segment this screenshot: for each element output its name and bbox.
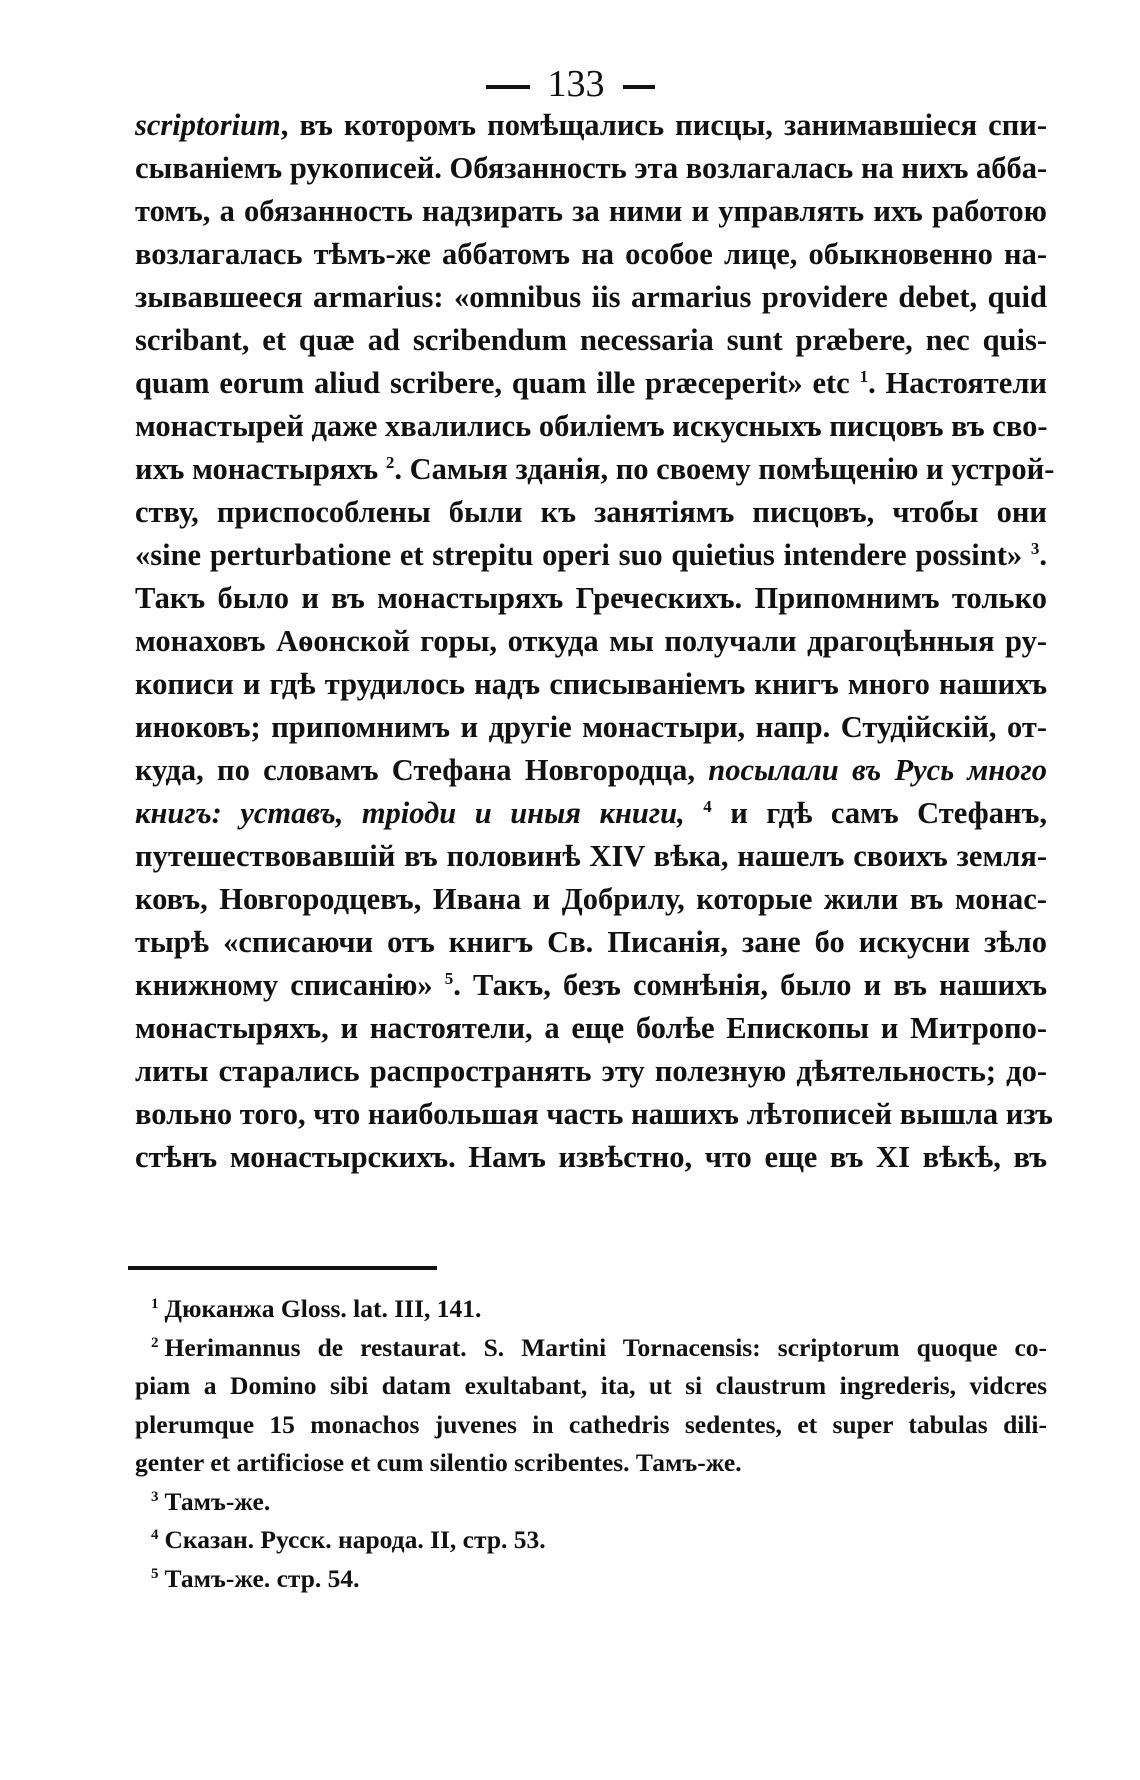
text-run: . Такъ, безъ сомнѣнія, было и въ нашихъ bbox=[453, 968, 1047, 1002]
main-text-block bbox=[135, 104, 1055, 1179]
text-run: иноковъ; припомнимъ и другіе монастыри, напр. Студійскій, от- bbox=[135, 710, 1047, 744]
footnote-separator-rule bbox=[128, 1266, 437, 1270]
text-run: путешествовавшій въ половинѣ XIV вѣка, нашелъ своихъ земля- bbox=[135, 839, 1047, 873]
footnote-text: Herimannus de restaurat. S. Martini Tornacensis: scriptorum quoque co- bbox=[164, 1332, 1047, 1362]
footnote-number: 1 bbox=[151, 1296, 159, 1312]
text-run: зывавшееся armarius: «omnibus iis armarius providere debet, quid bbox=[135, 280, 1047, 314]
text-run: кописи и гдѣ трудилось надъ списываніемъ книгъ много нашихъ bbox=[135, 667, 1047, 701]
text-run: тырѣ «списаючи отъ книгъ Св. Писанія, зане бо искусни зѣло bbox=[135, 925, 1047, 959]
footnote-line bbox=[135, 1560, 1047, 1599]
text-line bbox=[135, 964, 1047, 1007]
text-run: монастырей даже хвалились обиліемъ искусныхъ писцовъ въ сво- bbox=[135, 409, 1048, 443]
text-line bbox=[135, 534, 1047, 577]
footnote-reference: 5 bbox=[444, 969, 454, 988]
text-run: литы старались распространять эту полезную дѣятельность; до- bbox=[135, 1054, 1047, 1088]
text-line bbox=[135, 1050, 1047, 1093]
text-run: . Настоятели bbox=[868, 366, 1048, 400]
footnote-text: Тамъ-же. стр. 54. bbox=[164, 1563, 360, 1593]
text-run: монастыряхъ, и настоятели, а еще болѣе Епископы и Митропо- bbox=[135, 1011, 1047, 1045]
text-line bbox=[135, 147, 1047, 190]
text-run: вольно того, что наибольшая часть нашихъ лѣтописей вышла изъ bbox=[135, 1097, 1053, 1131]
text-run: ихъ монастыряхъ bbox=[135, 452, 386, 486]
text-run: возлагалась тѣмъ-же аббатомъ на особое лице, обыкновенно на- bbox=[135, 237, 1047, 271]
text-line bbox=[135, 1007, 1047, 1050]
footnote-reference: 3 bbox=[1030, 539, 1040, 558]
text-run: стѣнъ монастырскихъ. Намъ извѣстно, что еще въ XI вѣкѣ, въ bbox=[135, 1140, 1047, 1174]
footnote-reference: 1 bbox=[859, 367, 869, 386]
text-line bbox=[135, 405, 1047, 448]
text-run: quam eorum aliud scribere, quam ille præceperit» etc bbox=[135, 366, 860, 400]
text-run: монаховъ Аѳонской горы, откуда мы получали драгоцѣнныя ру- bbox=[135, 624, 1047, 658]
text-run: и гдѣ самъ Стефанъ, bbox=[711, 796, 1047, 830]
footnote-number: 4 bbox=[151, 1527, 159, 1543]
text-run: Такъ было и въ монастыряхъ Греческихъ. Припомнимъ только bbox=[135, 581, 1047, 615]
text-line bbox=[135, 706, 1047, 749]
text-line bbox=[135, 663, 1047, 706]
footnote-text: plerumque 15 monachos juvenes in cathedris sedentes, et super tabulas dili- bbox=[135, 1409, 1047, 1439]
page-number: 133 bbox=[547, 63, 605, 105]
text-run: ковъ, Новгородцевъ, Ивана и Добрилу, которые жили въ монас- bbox=[135, 882, 1047, 916]
text-line bbox=[135, 491, 1047, 534]
footnote-line bbox=[135, 1483, 1047, 1522]
text-run: книжному списанію» bbox=[135, 968, 445, 1002]
dash-ornament-left bbox=[486, 85, 530, 89]
text-run: куда, по словамъ Стефана Новгородца, bbox=[135, 753, 709, 787]
footnote-text: Тамъ-же. bbox=[164, 1486, 271, 1516]
footnote-text: genter et artificiose et cum silentio scribentes. Тамъ-же. bbox=[135, 1448, 742, 1477]
dash-ornament-right bbox=[623, 85, 655, 89]
text-run: ству, приспособлены были къ занятіямъ писцовъ, чтобы они bbox=[135, 495, 1047, 529]
text-line bbox=[135, 276, 1047, 319]
text-run: scribant, et quæ ad scribendum necessaria sunt præbere, nec quis- bbox=[135, 323, 1047, 357]
text-line bbox=[135, 319, 1047, 362]
text-line bbox=[135, 749, 1047, 792]
footnote-text: Сказан. Русск. народа. II, стр. 53. bbox=[164, 1525, 546, 1554]
text-line bbox=[135, 190, 1047, 233]
text-line bbox=[135, 233, 1047, 276]
text-line bbox=[135, 362, 1047, 405]
footnote-reference: 2 bbox=[385, 453, 395, 472]
footnote-line bbox=[135, 1521, 1047, 1560]
italic-text: посылали въ Русь много bbox=[708, 753, 1047, 787]
footnote-line bbox=[135, 1329, 1047, 1368]
footnote-reference: 4 bbox=[703, 797, 712, 816]
footnote-number: 3 bbox=[151, 1488, 159, 1505]
footnote-line bbox=[135, 1406, 1047, 1445]
text-line bbox=[135, 1136, 1047, 1179]
text-line bbox=[135, 104, 1047, 147]
text-line bbox=[135, 1093, 1053, 1136]
footnote-text: piam a Domino sibi datam exultabant, ita, ut si claustrum ingrederis, vidcres bbox=[135, 1371, 1047, 1400]
text-run: . Самыя зданія, по своему помѣщенію и устрой- bbox=[394, 452, 1055, 486]
text-run: томъ, а обязанность надзирать за ними и управлять ихъ работою bbox=[135, 194, 1047, 228]
italic-text: книгъ: уставъ, тріоди и иныя книги, bbox=[135, 796, 685, 830]
text-line bbox=[135, 577, 1047, 620]
footnote-line bbox=[135, 1367, 1047, 1406]
text-run: , въ которомъ помѣщались писцы, занимавшіеся спи- bbox=[280, 108, 1047, 142]
text-line bbox=[135, 921, 1047, 964]
text-line bbox=[135, 835, 1047, 878]
footnote-text: Дюканжа Gloss. lat. III, 141. bbox=[164, 1294, 482, 1323]
text-line bbox=[135, 620, 1047, 663]
footnote-number: 2 bbox=[151, 1334, 159, 1351]
footnotes-block bbox=[135, 1290, 1047, 1598]
footnote-line bbox=[135, 1444, 1047, 1483]
footnote-number: 5 bbox=[151, 1565, 159, 1582]
text-line bbox=[135, 448, 1055, 491]
italic-text: scriptorium bbox=[135, 108, 281, 142]
text-run: сываніемъ рукописей. Обязанность эта возлагалась на нихъ абба- bbox=[135, 151, 1048, 185]
footnote-line bbox=[135, 1290, 1047, 1329]
text-line bbox=[135, 792, 1047, 835]
text-run: . bbox=[1039, 538, 1047, 572]
text-run bbox=[685, 796, 704, 830]
page-number-header bbox=[0, 60, 1140, 108]
text-line bbox=[135, 878, 1047, 921]
text-run: «sine perturbatione et strepitu operi suo quietius intendere possint» bbox=[135, 538, 1031, 572]
